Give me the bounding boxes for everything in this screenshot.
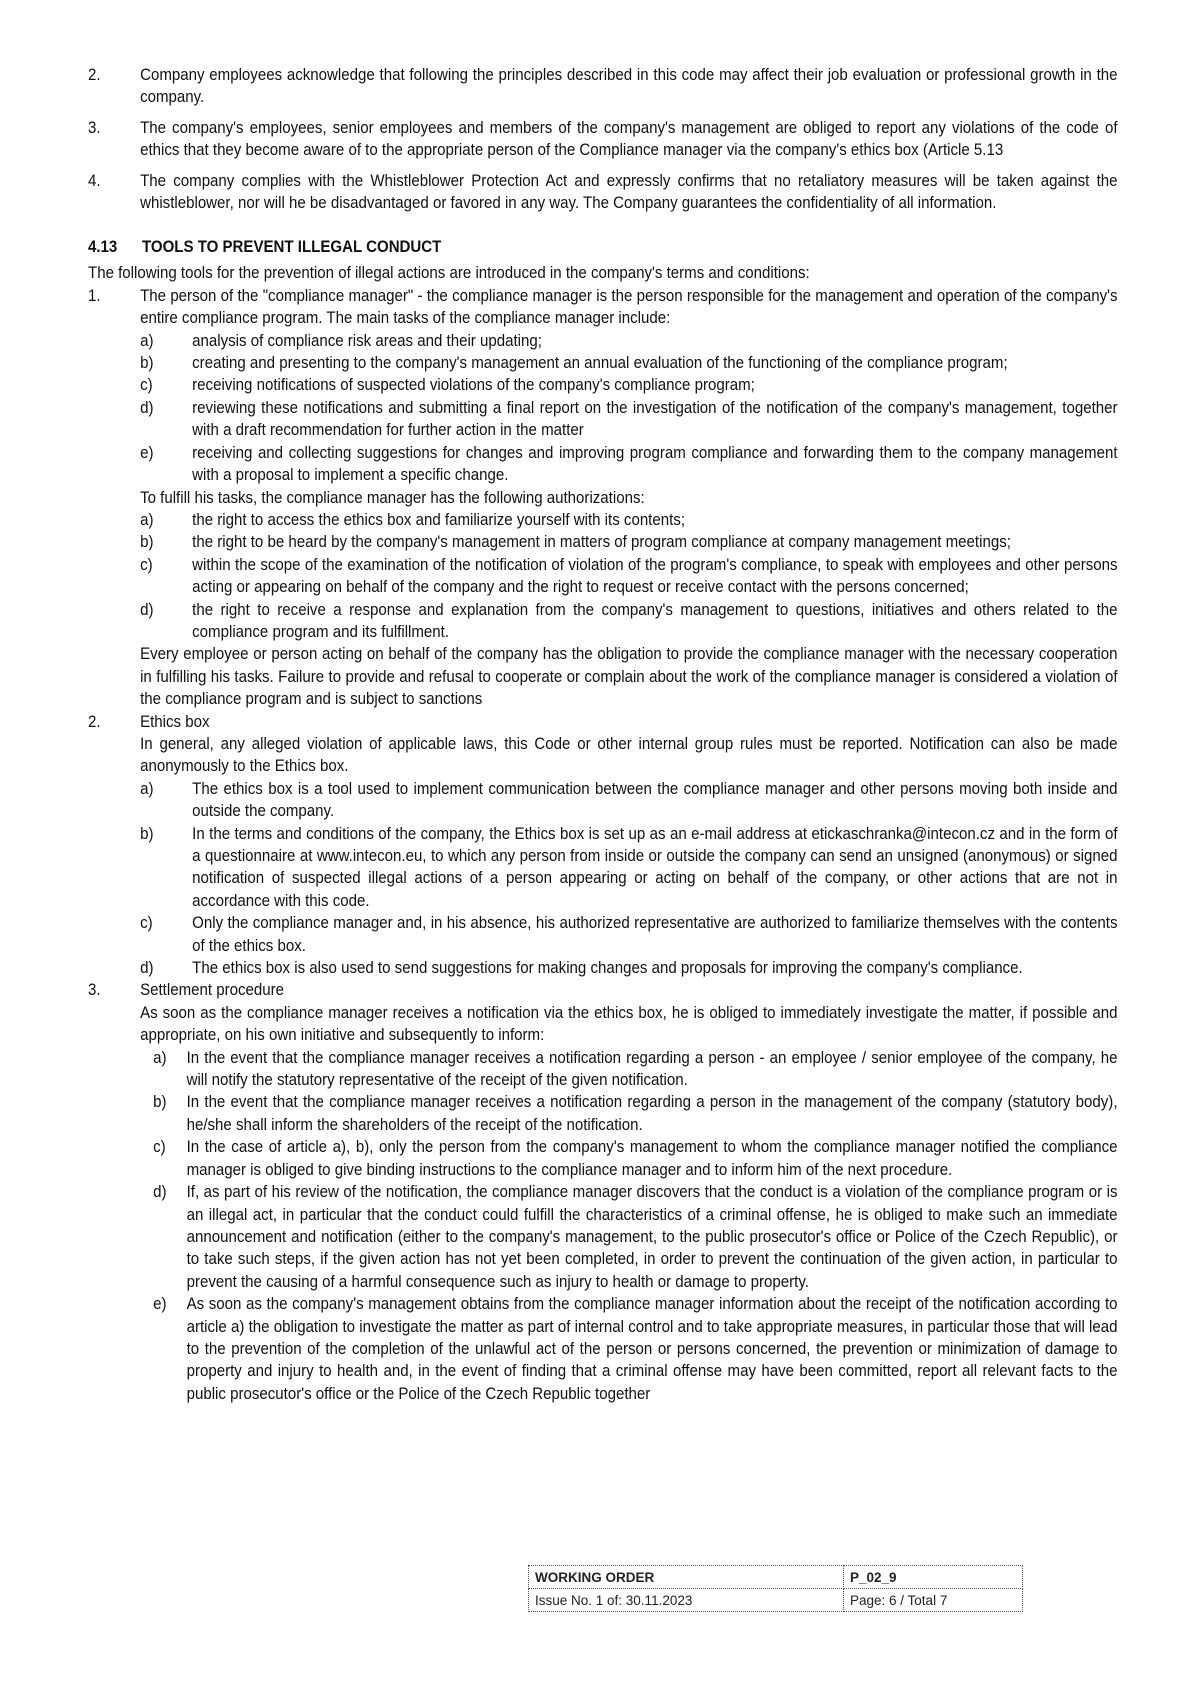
document-page xyxy=(88,64,1118,1405)
item-text: In the case of article a), b), only the person from the company's management to whom the compliance manager notified the compliance manager is obliged to give binding instructions to the compliance manager and to inform him of the next procedure. xyxy=(186,1138,1118,1179)
footer-row xyxy=(529,1589,1023,1612)
doc-type: WORKING ORDER xyxy=(529,1566,844,1589)
item-letter: d) xyxy=(140,398,154,417)
list-item xyxy=(88,599,1118,644)
item-text: The ethics box is also used to send suggestions for making changes and proposals for improving the company's compliance. xyxy=(192,959,1023,978)
item-text: receiving and collecting suggestions for changes and improving program compliance and forwarding them to the company management with a proposal to implement a specific change. xyxy=(192,443,1118,485)
item-letter: a) xyxy=(140,510,154,529)
item-title: Settlement procedure xyxy=(140,981,285,1000)
item-text: The company's employees, senior employees and members of the company's management are obliged to report any violations of the code of ethics that they become aware of to the appropriate person of the Compliance manager via the company's ethics box (Article 5.13 xyxy=(140,118,1118,160)
authorizations-intro: To fulfill his tasks, the compliance manager has the following authorizations: xyxy=(140,488,645,507)
list-item xyxy=(88,912,1118,957)
list-item xyxy=(88,823,1118,913)
list-item xyxy=(88,554,1118,599)
item-letter: a) xyxy=(153,1048,167,1067)
item-letter: d) xyxy=(140,600,154,619)
list-item xyxy=(88,957,1118,979)
item-text: In the terms and conditions of the company, the Ethics box is set up as an e-mail address at etickaschranka@intecon.cz and in the form of a questionnaire at www.intecon.eu, to which any person from inside or outside the company can send an unsigned (anonymous) or signed notification of suspected illegal actions of a person appearing or acting on behalf of the company, or other actions that are not in accordance with this code. xyxy=(192,824,1118,910)
list-item-ethics-box xyxy=(88,711,1118,733)
list-item xyxy=(88,1293,1118,1405)
list-item xyxy=(88,397,1118,442)
list-item xyxy=(88,374,1118,396)
item-letter: b) xyxy=(140,824,154,843)
list-item xyxy=(88,170,1118,215)
item-letter: d) xyxy=(140,959,154,978)
item-number: 4. xyxy=(88,171,101,190)
item-letter: e) xyxy=(140,443,154,462)
authorizations-list xyxy=(88,509,1118,643)
item-text: analysis of compliance risk areas and their updating; xyxy=(192,331,542,350)
item-text: In the event that the compliance manager receives a notification regarding a person in the management of the company (statutory body), he/she shall inform the shareholders of the receipt of the notification. xyxy=(186,1093,1118,1134)
item-letter: e) xyxy=(153,1295,167,1314)
item-number: 2. xyxy=(88,712,101,731)
section-intro: The following tools for the prevention of illegal actions are introduced in the company's terms and conditions: xyxy=(88,264,810,283)
item-text: As soon as the company's management obtains from the compliance manager information about the receipt of the notification according to article a) the obligation to investigate the matter as part of internal control and to take appropriate measures, in particular those that will lead to the prevention of the completion of the unlawful act of the person or persons concerned, the prevention or minimization of damage to property and injury to health and, in the event of finding that a criminal offense may have been committed, report all relevant facts to the public prosecutor's office or the Police of the Czech Republic together xyxy=(186,1295,1118,1403)
doc-code: P_02_9 xyxy=(844,1566,1023,1589)
item-letter: b) xyxy=(140,533,154,552)
page-number: Page: 6 / Total 7 xyxy=(844,1589,1023,1612)
item-text: In the event that the compliance manager receives a notification regarding a person - an employee / senior employee of the company, he will notify the statutory representative of the receipt of the given notification. xyxy=(186,1048,1118,1090)
list-item xyxy=(88,509,1118,531)
item-number: 3. xyxy=(88,981,101,1000)
item-letter: c) xyxy=(140,914,153,933)
item-text: The ethics box is a tool used to implement communication between the compliance manager and other persons moving both inside and outside the company. xyxy=(192,779,1118,821)
item-letter: a) xyxy=(140,331,154,350)
list-item xyxy=(88,778,1118,823)
section-heading xyxy=(88,236,1118,258)
section-title: TOOLS TO PREVENT ILLEGAL CONDUCT xyxy=(141,238,442,257)
item-text: reviewing these notifications and submitting a final report on the investigation of the notification of the company's management, together with a draft recommendation for further action in the matter xyxy=(192,398,1118,440)
item-letter: b) xyxy=(153,1093,167,1112)
list-item xyxy=(88,1136,1118,1181)
settlement-paragraph: As soon as the compliance manager receives a notification via the ethics box, he is obliged to immediately investigate the matter, if possible and appropriate, on his own initiative and subsequently to inform: xyxy=(140,1003,1118,1045)
item-letter: d) xyxy=(153,1183,167,1202)
item-text: creating and presenting to the company's management an annual evaluation of the functioning of the compliance program; xyxy=(192,354,1008,373)
item-text: the right to be heard by the company's management in matters of program compliance at company management meetings; xyxy=(192,533,1011,552)
item-letter: c) xyxy=(140,555,153,574)
item-letter: c) xyxy=(153,1138,166,1157)
list-item xyxy=(88,1181,1118,1293)
item-text: within the scope of the examination of the notification of violation of the program's compliance, to speak with employees and other persons acting or appearing on behalf of the company and the right to request or receive contact with the persons concerned; xyxy=(192,555,1118,597)
list-item xyxy=(88,352,1118,374)
item-text: receiving notifications of suspected violations of the company's compliance program; xyxy=(192,376,755,395)
list-item-compliance-manager xyxy=(88,285,1118,330)
document-footer-table xyxy=(528,1565,1023,1612)
item-letter: c) xyxy=(140,376,153,395)
footer-row xyxy=(529,1566,1023,1589)
item-text: Only the compliance manager and, in his absence, his authorized representative are authorized to familiarize themselves with the contents of the ethics box. xyxy=(192,914,1118,955)
item-text: The person of the "compliance manager" - the compliance manager is the person responsible for the management and operation of the company's entire compliance program. The main tasks of the compliance manager include: xyxy=(140,286,1118,328)
item-text: If, as part of his review of the notification, the compliance manager discovers that the conduct is a violation of the compliance program or is an illegal act, in particular that the conduct could fulfill the characteristics of a criminal offense, he is obliged to make such an immediate announcement and notification (either to the company's management, to the public prosecutor's office or Police of the Czech Republic), or to take such steps, if the given action has not yet been completed, in order to prevent the continuation of the given action, in particular to prevent the causing of a harmful consequence such as injury to health or damage to property. xyxy=(186,1183,1118,1291)
section-number: 4.13 xyxy=(88,238,118,257)
cooperation-paragraph: Every employee or person acting on behalf of the company has the obligation to provide the compliance manager with the necessary cooperation in fulfilling his tasks. Failure to provide and refusal to cooperate or complain about the work of the compliance manager is considered a violation of the compliance program and is subject to sanctions xyxy=(140,645,1118,709)
item-text: The company complies with the Whistleblower Protection Act and expressly confirms that no retaliatory measures will be taken against the whistleblower, nor will he be disadvantaged or favored in any way. The Company guarantees the confidentiality of all information. xyxy=(140,171,1118,213)
intro-list xyxy=(88,64,1118,214)
item-letter: b) xyxy=(140,354,154,373)
list-item xyxy=(88,117,1118,162)
item-number: 1. xyxy=(88,286,101,305)
ethics-box-paragraph: In general, any alleged violation of applicable laws, this Code or other internal group rules must be reported. Notification can also be made anonymously to the Ethics box. xyxy=(140,734,1118,776)
item-title: Ethics box xyxy=(140,712,210,731)
settlement-list xyxy=(88,1047,1118,1406)
item-text: the right to receive a response and explanation from the company's management to questions, initiatives and others related to the compliance program and its fulfillment. xyxy=(192,600,1118,641)
item-letter: a) xyxy=(140,779,154,798)
list-item xyxy=(88,1047,1118,1092)
item-number: 2. xyxy=(88,66,101,84)
ethics-box-list xyxy=(88,778,1118,980)
item-text: Company employees acknowledge that following the principles described in this code may affect their job evaluation or professional growth in the company. xyxy=(140,66,1118,107)
tasks-list xyxy=(88,330,1118,487)
list-item xyxy=(88,64,1118,109)
list-item xyxy=(88,1091,1118,1136)
list-item xyxy=(88,442,1118,487)
item-number: 3. xyxy=(88,118,101,137)
list-item xyxy=(88,330,1118,352)
item-text: the right to access the ethics box and familiarize yourself with its contents; xyxy=(192,510,686,529)
list-item-settlement-procedure xyxy=(88,979,1118,1001)
issue-info: Issue No. 1 of: 30.11.2023 xyxy=(529,1589,844,1612)
list-item xyxy=(88,531,1118,553)
